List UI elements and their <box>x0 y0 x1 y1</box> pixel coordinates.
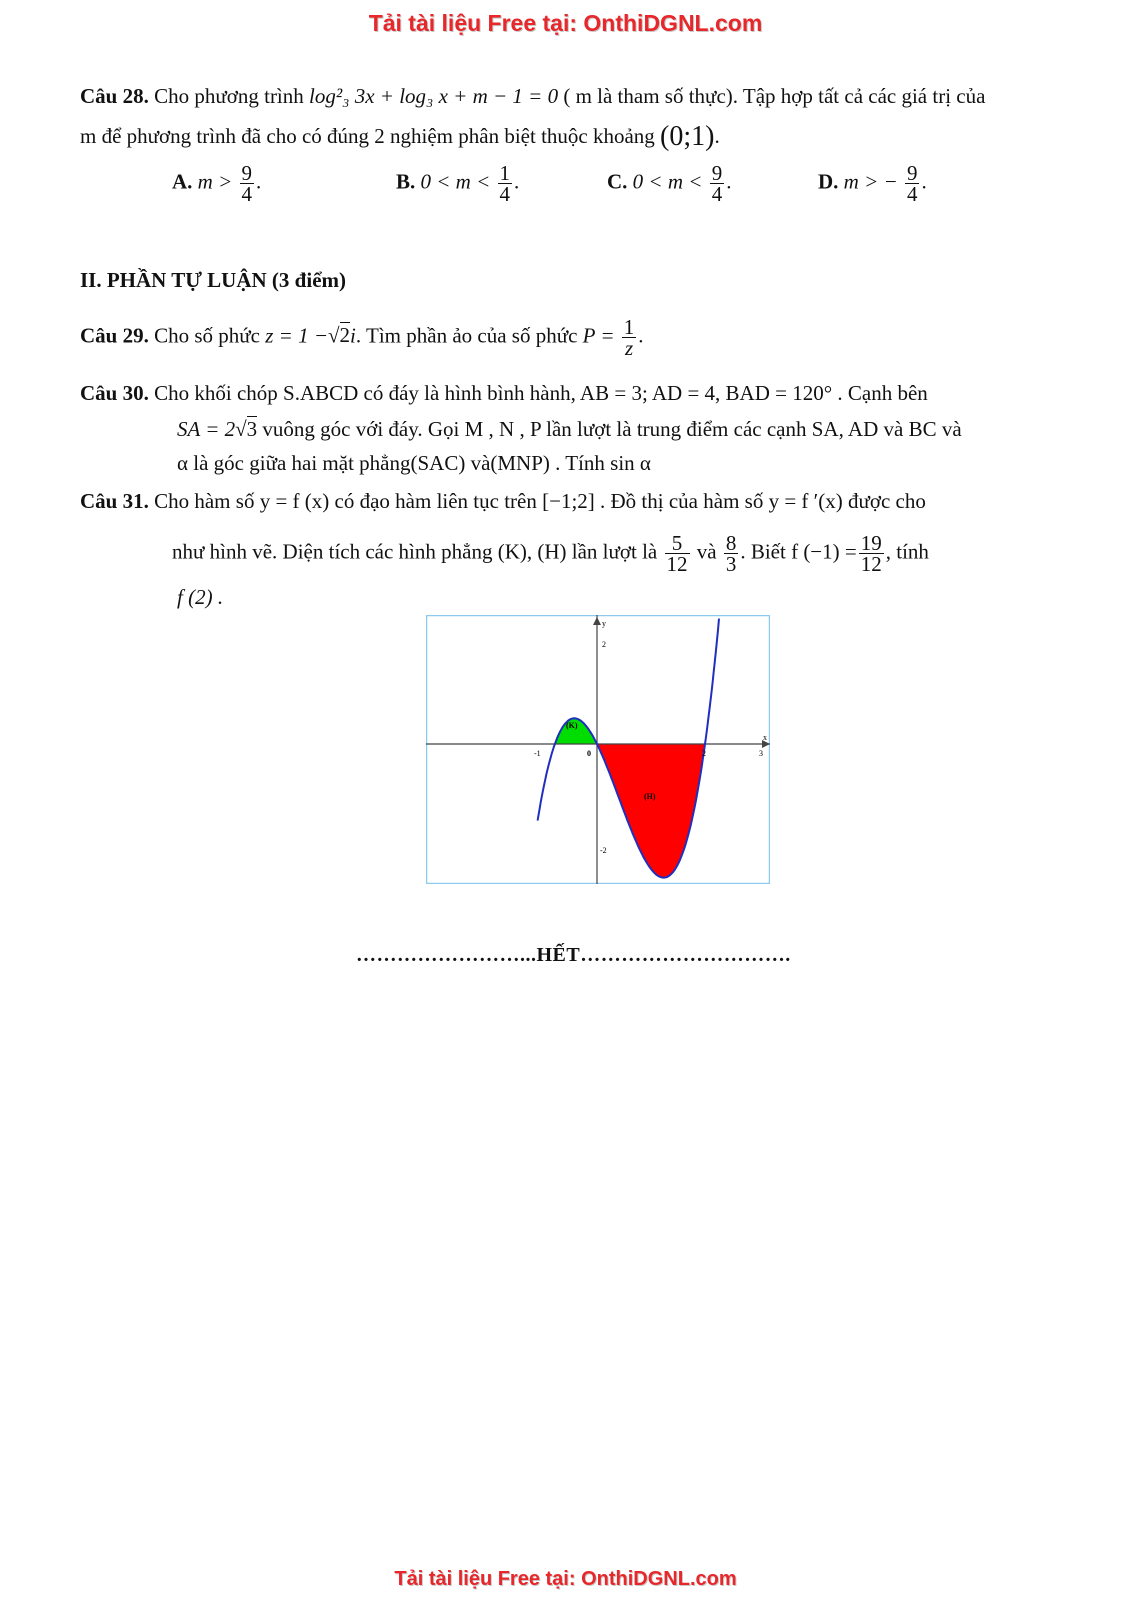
option-fraction: $\frac{9}{4}$ <box>906 161 918 206</box>
q31-fraction-h: $\frac{8}{3}$ <box>725 531 737 576</box>
q30-line3 <box>177 449 651 477</box>
q30-text2: vuông góc với đáy. Gọi M , N , P lần lượt là trung điểm các cạnh SA, AD và BC và <box>257 417 962 441</box>
q29-i: i <box>350 323 356 348</box>
q29-line: Câu 29. Cho số phức z = 1 −√2i. Tìm phần ảo của số phức P = $\frac{1}{z}$ . <box>80 315 644 360</box>
q31-fraction-f: $\frac{19}{12}$ <box>860 531 882 576</box>
q29-p: P = <box>582 323 615 348</box>
q31-and: và <box>696 539 717 564</box>
tick-y-2: 2 <box>602 640 606 649</box>
q29-text1: Cho số phức <box>154 323 260 348</box>
option-pre: 0 < m < <box>632 169 703 194</box>
end-marker: ……………………...HẾT…………………………. <box>356 944 791 966</box>
label-k: (K) <box>566 721 578 730</box>
option-pre: m > <box>197 169 233 194</box>
q28-line1 <box>80 82 985 110</box>
q28-interval: (0;1) <box>660 121 715 152</box>
q28-text2: m để phương trình đã cho có đúng 2 nghiệm phân biệt thuộc khoảng <box>80 124 655 148</box>
q28-equation: log²₃ 3x + log₃ x + m − 1 = 0 <box>309 84 559 108</box>
q30-line1 <box>80 379 928 407</box>
option-pre: 0 < m < <box>420 169 491 194</box>
option-fraction: $\frac{9}{4}$ <box>711 161 723 206</box>
q29-sqrt: √2 <box>328 323 351 348</box>
q28-option-b[interactable]: B. 0 < m < $\frac{1}{4}$ . <box>396 161 520 206</box>
tick-x-3: 3 <box>759 749 763 758</box>
option-fraction: $\frac{9}{4}$ <box>241 161 253 206</box>
option-letter: C. <box>607 169 628 194</box>
q31-fraction-k: $\frac{5}{12}$ <box>666 531 688 576</box>
q30-label: Câu 30. <box>80 381 149 405</box>
q28-text1a: Cho phương trình <box>154 84 304 108</box>
q28-line2: m để phương trình đã cho có đúng 2 nghiệm phân biệt thuộc khoảng (0;1). <box>80 121 720 152</box>
q29-label: Câu 29. <box>80 323 149 348</box>
q28-option-a[interactable]: A. m > $\frac{9}{4}$ . <box>172 161 262 206</box>
option-pre: m > − <box>843 169 898 194</box>
q31-line1 <box>80 487 926 515</box>
axis-label-x: x <box>763 733 767 742</box>
q31-text2a: như hình vẽ. Diện tích các hình phẳng (K), (H) lần lượt là <box>172 539 658 564</box>
graph-frame <box>427 616 770 884</box>
tick-y-minus2: -2 <box>600 846 607 855</box>
q31-text2c: , tính <box>885 539 929 564</box>
q31-text1: Cho hàm số y = f (x) có đạo hàm liên tục trên [−1;2] . Đồ thị của hàm số y = f ′(x) được cho <box>154 489 926 513</box>
q28-label: Câu 28. <box>80 84 149 108</box>
q31-text3: f (2) . <box>177 585 224 609</box>
tick-origin: 0 <box>587 749 591 758</box>
q29-fraction: $\frac{1}{z}$ <box>623 315 635 360</box>
q31-text2b: . Biết f (−1) = <box>740 539 857 564</box>
q29-z: z = 1 − <box>265 323 329 348</box>
option-fraction: $\frac{1}{4}$ <box>499 161 511 206</box>
axis-label-y: y <box>602 619 606 628</box>
q30-sqrt: √3 <box>235 417 258 441</box>
watermark-bottom: Tải tài liệu Free tại: OnthiDGNL.com <box>394 1568 737 1590</box>
tick-x-minus1: -1 <box>534 749 541 758</box>
label-h: (H) <box>644 792 656 801</box>
q30-sa: SA = 2 <box>177 417 236 441</box>
q28-text1b: ( m là tham số thực). Tập hợp tất cả các giá trị của <box>563 84 986 108</box>
q31-label: Câu 31. <box>80 489 149 513</box>
tick-x-2: 2 <box>702 749 706 758</box>
q31-line3 <box>177 583 223 611</box>
option-letter: D. <box>818 169 839 194</box>
derivative-graph <box>426 615 770 884</box>
q28-option-d[interactable]: D. m > − $\frac{9}{4}$ . <box>818 161 927 206</box>
q29-text2: . Tìm phần ảo của số phức <box>355 323 578 348</box>
q30-text3: α là góc giữa hai mặt phẳng(SAC) và(MNP) . Tính sin α <box>177 451 651 475</box>
option-letter: A. <box>172 169 193 194</box>
q28-option-c[interactable]: C. 0 < m < $\frac{9}{4}$ . <box>607 161 732 206</box>
watermark-top: Tải tài liệu Free tại: OnthiDGNL.com <box>368 10 763 36</box>
q31-line2 <box>172 533 929 574</box>
option-letter: B. <box>396 169 416 194</box>
q30-text1: Cho khối chóp S.ABCD có đáy là hình bình hành, AB = 3; AD = 4, BAD = 120° . Cạnh bên <box>154 381 928 405</box>
q30-line2 <box>177 415 962 443</box>
section-heading: II. PHẦN TỰ LUẬN (3 điểm) <box>80 268 346 292</box>
